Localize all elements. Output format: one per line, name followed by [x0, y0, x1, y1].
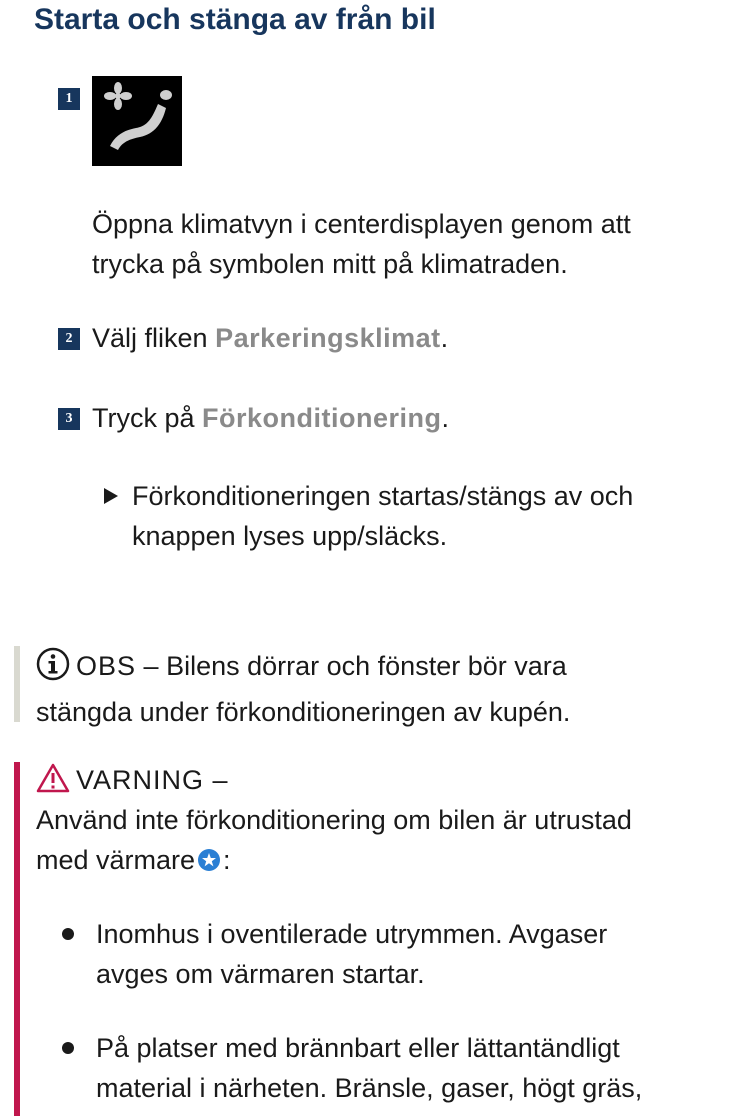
- warning-bullet-2: [96, 1028, 642, 1108]
- step-1-line-2: trycka på symbolen mitt på klimatraden.: [92, 249, 568, 279]
- term-forkonditionering: Förkonditionering: [202, 403, 442, 433]
- warning-side-bar: [14, 762, 20, 1116]
- obs-side-bar: [14, 646, 20, 722]
- step-number-2: 2: [58, 328, 80, 350]
- step-1-text: [92, 204, 631, 284]
- bullet-icon: [62, 1042, 74, 1054]
- obs-dash: –: [136, 651, 167, 681]
- warning-label: VARNING –: [76, 765, 229, 795]
- result-line-2: knappen lyses upp/släcks.: [132, 521, 448, 551]
- warning-bullet-1: [96, 914, 607, 994]
- warning-bullet-1-line-1: Inomhus i oventilerade utrymmen. Avgaser: [96, 919, 608, 949]
- step-2-text: [92, 318, 448, 358]
- step-3-prefix: Tryck på: [92, 403, 203, 433]
- step-1-line-1: Öppna klimatvyn i centerdisplayen genom att: [92, 209, 631, 239]
- warning-bullet-1-line-2: avges om värmaren startar.: [96, 959, 425, 989]
- result-arrow-icon: [104, 488, 118, 504]
- obs-note: [36, 646, 736, 732]
- warning-intro-line-1: Använd inte förkonditionering om bilen är utrustad: [36, 805, 632, 835]
- obs-label: OBS: [76, 651, 137, 681]
- step-3-text: [92, 398, 449, 438]
- climate-fan-seat-icon: [92, 76, 182, 166]
- warning-intro-line-2: [36, 840, 632, 883]
- warning-title: [36, 760, 229, 804]
- obs-text-1: Bilens dörrar och fönster bör vara: [166, 651, 567, 681]
- term-parkeringsklimat: Parkeringsklimat: [215, 323, 441, 353]
- warning-intro: [36, 800, 632, 883]
- step-number-1: 1: [58, 88, 80, 110]
- obs-line-1: [36, 646, 736, 692]
- warning-triangle-icon: [36, 763, 70, 804]
- result-text: [132, 476, 633, 556]
- warning-bullet-2-line-1: På platser med brännbart eller lättantändligt: [96, 1033, 620, 1063]
- step-2-suffix: .: [440, 323, 449, 353]
- bullet-icon: [62, 928, 74, 940]
- warning-bullet-2-line-2: material i närheten. Bränsle, gaser, högt gräs,: [96, 1073, 643, 1103]
- obs-line-2: stängda under förkonditioneringen av kupén.: [36, 697, 571, 727]
- optional-equipment-icon: [197, 843, 221, 883]
- warning-intro-suffix: :: [223, 845, 231, 875]
- page-title: Starta och stänga av från bil: [34, 3, 436, 36]
- info-icon: [36, 647, 70, 692]
- result-line-1: Förkonditioneringen startas/stängs av och: [132, 481, 634, 511]
- step-number-3: 3: [58, 408, 80, 430]
- warning-intro-text-2: med värmare: [36, 845, 196, 875]
- step-3-suffix: .: [441, 403, 450, 433]
- step-2-prefix: Välj fliken: [92, 323, 216, 353]
